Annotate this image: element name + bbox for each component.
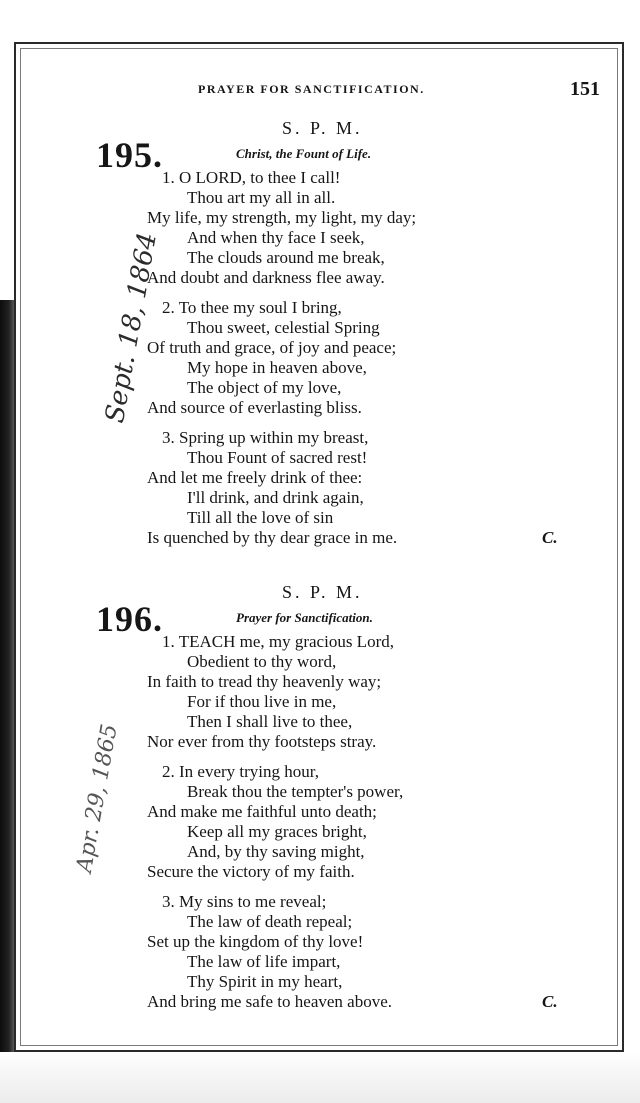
stanza-line: The object of my love, — [187, 378, 342, 397]
stanza-line: My hope in heaven above, — [187, 358, 367, 377]
hymn-number: 195. — [96, 135, 163, 175]
stanza-line: In faith to tread thy heavenly way; — [147, 672, 382, 691]
stanza-line: Obedient to thy word, — [187, 652, 337, 671]
stanza-line: The law of life impart, — [187, 952, 341, 971]
handwritten-date-note: Sept. 18, 1864 — [100, 230, 163, 426]
stanza-line: And bring me safe to heaven above. — [147, 992, 392, 1011]
stanza-line: Thou Fount of sacred rest! — [187, 448, 368, 467]
stanza-line: 1. O LORD, to thee I call! — [162, 168, 341, 187]
stanza-line: Of truth and grace, of joy and peace; — [147, 338, 397, 357]
stanza-line: Keep all my graces bright, — [187, 822, 367, 841]
stanza-line: 3. Spring up within my breast, — [162, 428, 369, 447]
hymn-meter: S. P. M. — [282, 582, 363, 602]
handwritten-date-note: Apr. 29, 1865 — [72, 722, 123, 875]
stanza-line: And make me faithful unto death; — [147, 802, 377, 821]
stanza-line: Then I shall live to thee, — [187, 712, 353, 731]
stanza-line: For if thou live in me, — [187, 692, 337, 711]
hymn-meter: S. P. M. — [282, 118, 363, 138]
stanza-line: 1. TEACH me, my gracious Lord, — [162, 632, 394, 651]
stanza-line: Till all the love of sin — [187, 508, 334, 527]
page-number: 151 — [570, 78, 600, 100]
stanza-line: The law of death repeal; — [187, 912, 353, 931]
hymn-author: C. — [542, 528, 558, 547]
page-header — [150, 80, 610, 104]
running-title: PRAYER FOR SANCTIFICATION. — [198, 82, 425, 96]
stanza-line: 2. In every trying hour, — [162, 762, 320, 781]
hymn-title: Prayer for Sanctification. — [236, 610, 373, 625]
stanza-line: And source of everlasting bliss. — [147, 398, 362, 417]
page-bottom-edge — [0, 1052, 640, 1103]
stanza-line: The clouds around me break, — [187, 248, 385, 267]
stanza-line: Nor ever from thy footsteps stray. — [147, 732, 377, 751]
stanza-line: Thy Spirit in my heart, — [187, 972, 343, 991]
hymn-author: C. — [542, 992, 558, 1011]
stanza-line: My life, my strength, my light, my day; — [147, 208, 417, 227]
stanza-line: Set up the kingdom of thy love! — [147, 932, 364, 951]
hymn-title: Christ, the Fount of Life. — [236, 146, 372, 161]
stanza-line: And when thy face I seek, — [187, 228, 365, 247]
stanza-line: And, by thy saving might, — [187, 842, 365, 861]
stanza-line: I'll drink, and drink again, — [187, 488, 364, 507]
stanza-line: And doubt and darkness flee away. — [147, 268, 385, 287]
stanza-line: Break thou the tempter's power, — [187, 782, 404, 801]
stanza-line: Thou art my all in all. — [187, 188, 336, 207]
stanza-line: Is quenched by thy dear grace in me. — [147, 528, 398, 547]
stanza-line: And let me freely drink of thee: — [147, 468, 363, 487]
stanza-line: 2. To thee my soul I bring, — [162, 298, 342, 317]
hymn-number: 196. — [96, 599, 163, 639]
stanza-line: 3. My sins to me reveal; — [162, 892, 327, 911]
stanza-line: Thou sweet, celestial Spring — [187, 318, 380, 337]
stanza-line: Secure the victory of my faith. — [147, 862, 355, 881]
